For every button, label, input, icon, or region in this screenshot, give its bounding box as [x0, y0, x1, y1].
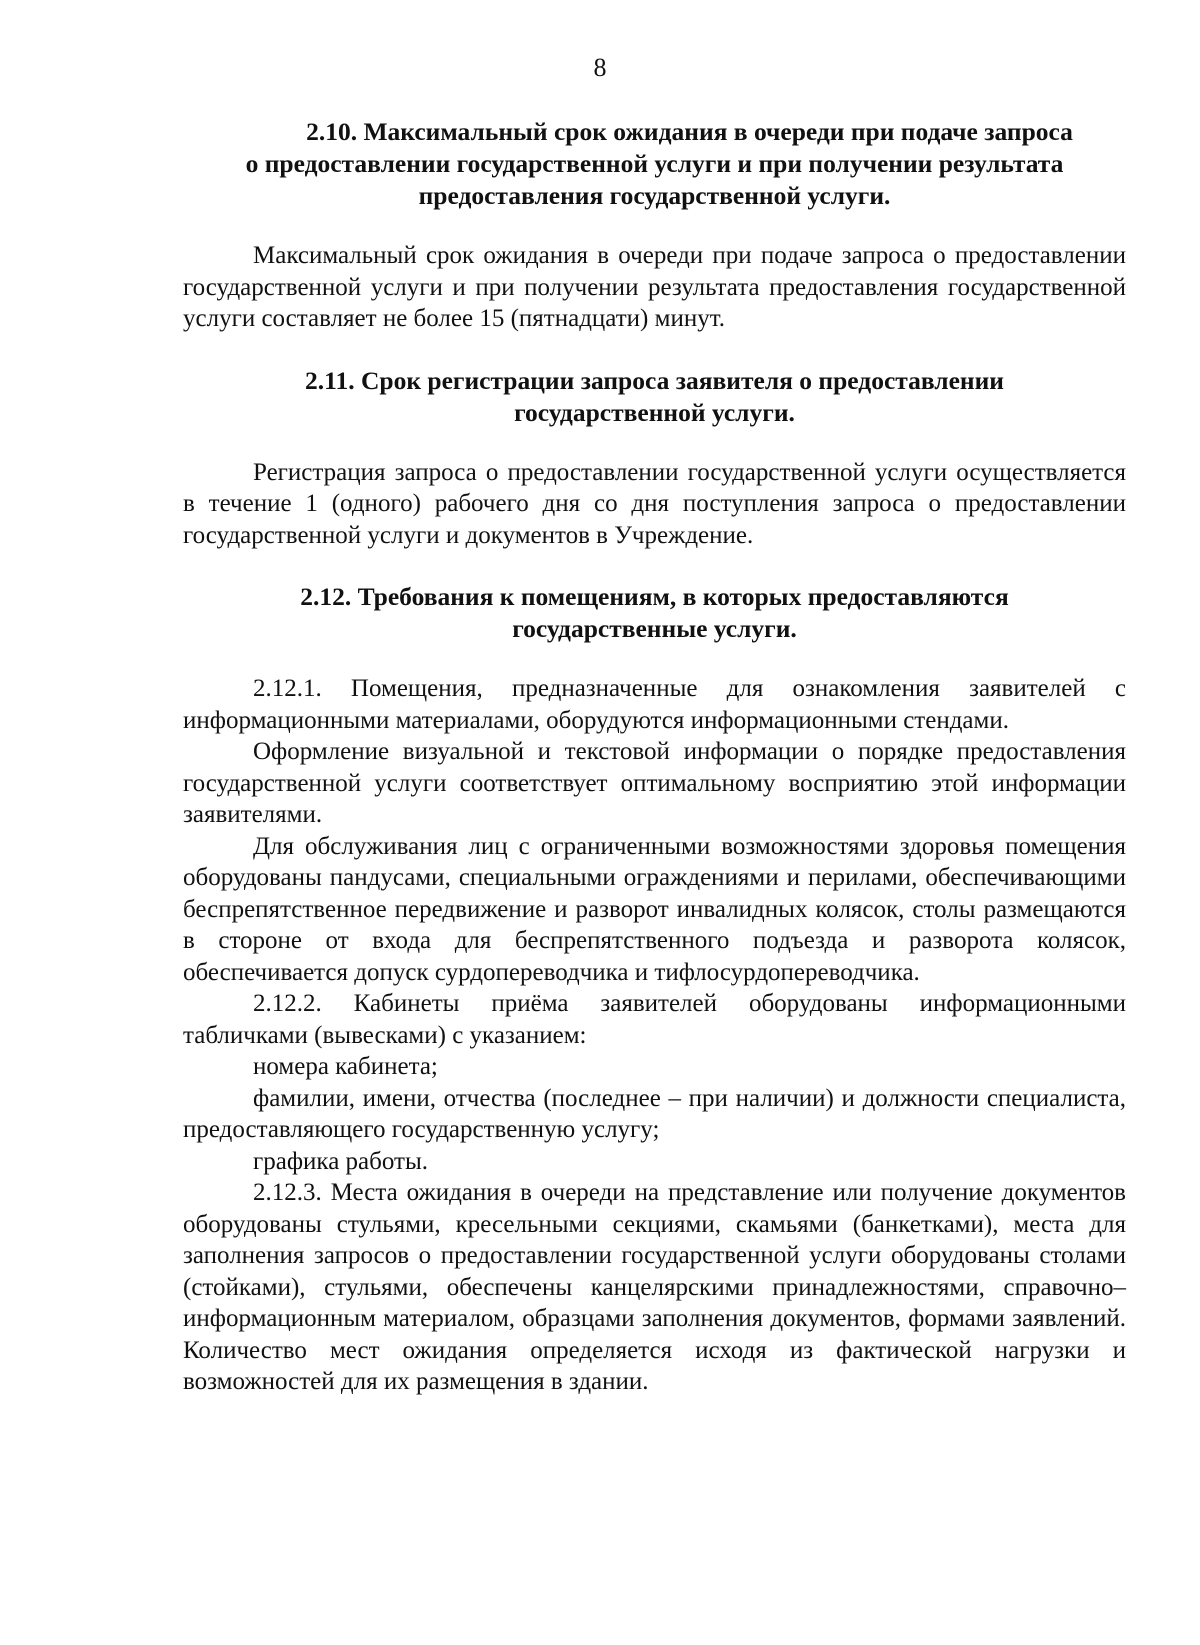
- section-2-12: [183, 581, 1126, 1398]
- section-heading: [183, 116, 1126, 212]
- paragraph: Регистрация запроса о предоставлении государственной услуги осуществляется в течение 1 (одного) рабочего дня со дня поступления запроса о предоставлении государственной услуги и документов в Учреждение.: [183, 458, 1126, 549]
- document-body: [183, 116, 1126, 1398]
- list-item: графика работы.: [253, 1147, 428, 1175]
- paragraph: Максимальный срок ожидания в очереди при подаче запроса о предоставлении государственной услуги и при получении результата предоставления государственной услуги составляет не более 15 (пятнадцати) минут.: [183, 242, 1126, 332]
- heading-line: 2.12. Требования к помещениям, в которых предоставляются: [300, 582, 1009, 611]
- heading-line: государственные услуги.: [512, 614, 797, 643]
- paragraph: Для обслуживания лиц с ограниченными возможностями здоровья помещения оборудованы пандусами, специальными ограждениями и перилами, обеспечивающими беспрепятственное передвижение и разворот инвалидных колясок, столы размещаются в стороне от входа для беспрепятственного подъезда и разворота колясок, обеспечивается допуск сурдопереводчика и тифлосурдопереводчика.: [183, 832, 1126, 986]
- heading-line: 2.11. Срок регистрации запроса заявителя о предоставлении: [305, 365, 1004, 395]
- heading-line: предоставления государственной услуги.: [418, 181, 891, 210]
- list-item: фамилии, имени, отчества (последнее – при наличии) и должности специалиста, предоставляющего государственную услугу;: [183, 1084, 1126, 1143]
- paragraph: 2.12.1. Помещения, предназначенные для ознакомления заявителей с информационными материалами, оборудуются информационными стендами.: [183, 675, 1126, 734]
- paragraph: 2.12.3. Места ожидания в очереди на представление или получение документов оборудованы стульями, кресельными секциями, скамьями (банкетками), места для заполнения запросов о предоставлении государственной услуги оборудованы столами (стойками), стульями, обеспечены канцелярскими принадлежностями, справочно–информационным материалом, образцами заполнения документов, формами заявлений. Количество мест ожидания определяется исходя из фактической нагрузки и возможностей для их размещения в здании.: [183, 1179, 1126, 1395]
- list-item: номера кабинета;: [253, 1053, 438, 1080]
- section-heading: [183, 365, 1126, 429]
- section-2-10: [183, 116, 1126, 335]
- paragraph: 2.12.2. Кабинеты приёма заявителей оборудованы информационными табличками (вывесками) с указанием:: [183, 990, 1126, 1049]
- heading-line: государственной услуги.: [514, 397, 795, 427]
- section-2-11: [183, 365, 1126, 552]
- page-number: 8: [593, 53, 607, 82]
- heading-line: о предоставлении государственной услуги и при получении результата: [245, 149, 1064, 178]
- paragraph: Оформление визуальной и текстовой информации о порядке предоставления государственной услуги соответствует оптимальному восприятию этой информации заявителями.: [183, 738, 1126, 828]
- heading-line: 2.10. Максимальный срок ожидания в очереди при подаче запроса: [306, 117, 1073, 146]
- section-heading: [183, 581, 1126, 645]
